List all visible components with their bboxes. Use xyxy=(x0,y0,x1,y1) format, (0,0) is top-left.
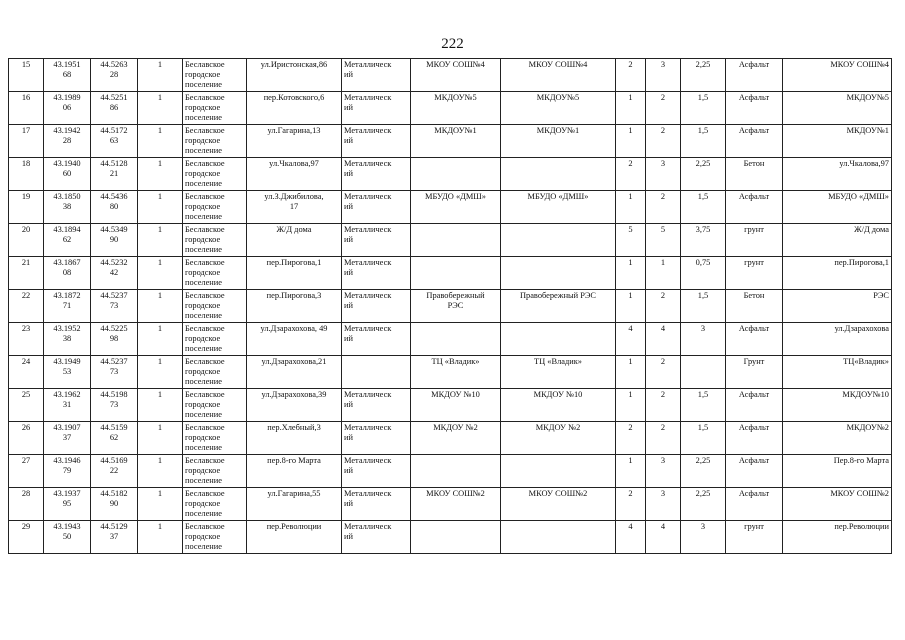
latitude-cell: 43.1872 71 xyxy=(44,290,91,323)
organization-cell: Правобережный РЭС xyxy=(501,290,616,323)
latitude-cell: 43.1949 53 xyxy=(44,356,91,389)
count-cell: 1 xyxy=(138,290,183,323)
address-cell: пер.Хлебный,3 xyxy=(247,422,342,455)
material-cell: Металлическ ий xyxy=(342,92,411,125)
owner-cell xyxy=(411,224,501,257)
longitude-cell: 44.5263 28 xyxy=(91,59,138,92)
longitude-cell: 44.5436 80 xyxy=(91,191,138,224)
settlement-cell: Беславское городское поселение xyxy=(183,92,247,125)
owner-cell: МКДОУ №2 xyxy=(411,422,501,455)
longitude-cell: 44.5169 22 xyxy=(91,455,138,488)
material-cell: Металлическ ий xyxy=(342,290,411,323)
location-cell: МКОУ СОШ№2 xyxy=(783,488,892,521)
organization-cell: МКДОУ№5 xyxy=(501,92,616,125)
quantity-a-cell: 1 xyxy=(616,389,646,422)
quantity-b-cell: 2 xyxy=(646,422,681,455)
quantity-b-cell: 4 xyxy=(646,323,681,356)
location-cell: Пер.8-го Марта xyxy=(783,455,892,488)
latitude-cell: 43.1946 79 xyxy=(44,455,91,488)
area-cell: 1,5 xyxy=(681,290,726,323)
address-cell: ул.Чкалова,97 xyxy=(247,158,342,191)
surface-cell: грунт xyxy=(726,521,783,554)
data-table xyxy=(8,58,892,554)
organization-cell: МКОУ СОШ№4 xyxy=(501,59,616,92)
count-cell: 1 xyxy=(138,488,183,521)
longitude-cell: 44.5237 73 xyxy=(91,290,138,323)
latitude-cell: 43.1943 50 xyxy=(44,521,91,554)
owner-cell xyxy=(411,257,501,290)
address-cell: ул.Дзарахохова,39 xyxy=(247,389,342,422)
row-number: 22 xyxy=(9,290,44,323)
quantity-b-cell: 5 xyxy=(646,224,681,257)
quantity-b-cell: 2 xyxy=(646,92,681,125)
material-cell: Металлическ ий xyxy=(342,389,411,422)
owner-cell: ТЦ «Владик» xyxy=(411,356,501,389)
owner-cell: Правобережный РЭС xyxy=(411,290,501,323)
settlement-cell: Беславское городское поселение xyxy=(183,422,247,455)
location-cell: МКДОУ№2 xyxy=(783,422,892,455)
settlement-cell: Беславское городское поселение xyxy=(183,125,247,158)
area-cell: 2,25 xyxy=(681,59,726,92)
count-cell: 1 xyxy=(138,224,183,257)
row-number: 20 xyxy=(9,224,44,257)
settlement-cell: Беславское городское поселение xyxy=(183,521,247,554)
page-number: 222 xyxy=(441,36,464,52)
location-cell: ТЦ«Владик» xyxy=(783,356,892,389)
row-number: 26 xyxy=(9,422,44,455)
organization-cell xyxy=(501,323,616,356)
material-cell: Металлическ ий xyxy=(342,125,411,158)
longitude-cell: 44.5128 21 xyxy=(91,158,138,191)
area-cell: 2,25 xyxy=(681,158,726,191)
organization-cell xyxy=(501,257,616,290)
quantity-a-cell: 1 xyxy=(616,290,646,323)
organization-cell: МБУДО «ДМШ» xyxy=(501,191,616,224)
latitude-cell: 43.1962 31 xyxy=(44,389,91,422)
longitude-cell: 44.5349 90 xyxy=(91,224,138,257)
organization-cell: МКДОУ №10 xyxy=(501,389,616,422)
count-cell: 1 xyxy=(138,389,183,422)
address-cell: Ж/Д дома xyxy=(247,224,342,257)
owner-cell xyxy=(411,158,501,191)
latitude-cell: 43.1942 28 xyxy=(44,125,91,158)
organization-cell: МКДОУ№1 xyxy=(501,125,616,158)
area-cell: 3 xyxy=(681,521,726,554)
material-cell: Металлическ ий xyxy=(342,488,411,521)
quantity-b-cell: 4 xyxy=(646,521,681,554)
surface-cell: Асфальт xyxy=(726,389,783,422)
row-number: 28 xyxy=(9,488,44,521)
material-cell: Металлическ ий xyxy=(342,59,411,92)
area-cell: 2,25 xyxy=(681,455,726,488)
table-row xyxy=(9,125,892,158)
owner-cell: МКОУ СОШ№4 xyxy=(411,59,501,92)
surface-cell: Асфальт xyxy=(726,422,783,455)
table-row xyxy=(9,389,892,422)
latitude-cell: 43.1940 60 xyxy=(44,158,91,191)
location-cell: МБУДО «ДМШ» xyxy=(783,191,892,224)
count-cell: 1 xyxy=(138,257,183,290)
location-cell: ул.Дзарахохова xyxy=(783,323,892,356)
quantity-a-cell: 1 xyxy=(616,455,646,488)
count-cell: 1 xyxy=(138,323,183,356)
organization-cell xyxy=(501,224,616,257)
surface-cell: Асфальт xyxy=(726,125,783,158)
surface-cell: Асфальт xyxy=(726,59,783,92)
settlement-cell: Беславское городское поселение xyxy=(183,191,247,224)
organization-cell xyxy=(501,521,616,554)
longitude-cell: 44.5129 37 xyxy=(91,521,138,554)
owner-cell xyxy=(411,323,501,356)
quantity-a-cell: 1 xyxy=(616,191,646,224)
material-cell: Металлическ ий xyxy=(342,422,411,455)
material-cell: Металлическ ий xyxy=(342,191,411,224)
count-cell: 1 xyxy=(138,158,183,191)
surface-cell: Асфальт xyxy=(726,323,783,356)
owner-cell: МКДОУ№1 xyxy=(411,125,501,158)
count-cell: 1 xyxy=(138,521,183,554)
owner-cell xyxy=(411,455,501,488)
quantity-a-cell: 2 xyxy=(616,488,646,521)
area-cell: 2,25 xyxy=(681,488,726,521)
owner-cell: МКОУ СОШ№2 xyxy=(411,488,501,521)
address-cell: ул.Дзарахохова, 49 xyxy=(247,323,342,356)
location-cell: МКДОУ№5 xyxy=(783,92,892,125)
area-cell: 3,75 xyxy=(681,224,726,257)
longitude-cell: 44.5237 73 xyxy=(91,356,138,389)
latitude-cell: 43.1894 62 xyxy=(44,224,91,257)
quantity-b-cell: 2 xyxy=(646,191,681,224)
table-row xyxy=(9,521,892,554)
table-row xyxy=(9,323,892,356)
area-cell: 1,5 xyxy=(681,92,726,125)
settlement-cell: Беславское городское поселение xyxy=(183,257,247,290)
row-number: 23 xyxy=(9,323,44,356)
quantity-b-cell: 3 xyxy=(646,158,681,191)
owner-cell xyxy=(411,521,501,554)
surface-cell: Асфальт xyxy=(726,488,783,521)
row-number: 17 xyxy=(9,125,44,158)
surface-cell: грунт xyxy=(726,257,783,290)
organization-cell xyxy=(501,158,616,191)
owner-cell: МКДОУ№5 xyxy=(411,92,501,125)
address-cell: ул.Дзарахохова,21 xyxy=(247,356,342,389)
address-cell: ул.Гагарина,55 xyxy=(247,488,342,521)
area-cell: 3 xyxy=(681,323,726,356)
row-number: 25 xyxy=(9,389,44,422)
row-number: 27 xyxy=(9,455,44,488)
material-cell: Металлическ ий xyxy=(342,521,411,554)
quantity-b-cell: 3 xyxy=(646,455,681,488)
settlement-cell: Беславское городское поселение xyxy=(183,356,247,389)
count-cell: 1 xyxy=(138,356,183,389)
quantity-b-cell: 3 xyxy=(646,488,681,521)
quantity-a-cell: 2 xyxy=(616,422,646,455)
latitude-cell: 43.1952 38 xyxy=(44,323,91,356)
longitude-cell: 44.5198 73 xyxy=(91,389,138,422)
material-cell: Металлическ ий xyxy=(342,257,411,290)
location-cell: Ж/Д дома xyxy=(783,224,892,257)
row-number: 21 xyxy=(9,257,44,290)
row-number: 29 xyxy=(9,521,44,554)
row-number: 19 xyxy=(9,191,44,224)
table-row xyxy=(9,290,892,323)
address-cell: ул.Иристонская,86 xyxy=(247,59,342,92)
quantity-b-cell: 3 xyxy=(646,59,681,92)
surface-cell: Бетон xyxy=(726,290,783,323)
quantity-a-cell: 5 xyxy=(616,224,646,257)
latitude-cell: 43.1907 37 xyxy=(44,422,91,455)
longitude-cell: 44.5182 90 xyxy=(91,488,138,521)
surface-cell: Асфальт xyxy=(726,455,783,488)
quantity-a-cell: 4 xyxy=(616,521,646,554)
latitude-cell: 43.1951 68 xyxy=(44,59,91,92)
quantity-b-cell: 2 xyxy=(646,290,681,323)
location-cell: МКДОУ№1 xyxy=(783,125,892,158)
longitude-cell: 44.5232 42 xyxy=(91,257,138,290)
settlement-cell: Беславское городское поселение xyxy=(183,455,247,488)
settlement-cell: Беславское городское поселение xyxy=(183,59,247,92)
count-cell: 1 xyxy=(138,92,183,125)
location-cell: пер.Революции xyxy=(783,521,892,554)
address-cell: ул.З.Джибилова, 17 xyxy=(247,191,342,224)
quantity-a-cell: 2 xyxy=(616,158,646,191)
location-cell: ул.Чкалова,97 xyxy=(783,158,892,191)
address-cell: пер.Котовского,6 xyxy=(247,92,342,125)
area-cell: 0,75 xyxy=(681,257,726,290)
quantity-a-cell: 1 xyxy=(616,125,646,158)
latitude-cell: 43.1989 06 xyxy=(44,92,91,125)
location-cell: МКОУ СОШ№4 xyxy=(783,59,892,92)
location-cell: пер.Пирогова,1 xyxy=(783,257,892,290)
area-cell: 1,5 xyxy=(681,191,726,224)
address-cell: пер.Пирогова,3 xyxy=(247,290,342,323)
quantity-b-cell: 1 xyxy=(646,257,681,290)
latitude-cell: 43.1867 08 xyxy=(44,257,91,290)
location-cell: РЭС xyxy=(783,290,892,323)
area-cell: 1,5 xyxy=(681,125,726,158)
table-row xyxy=(9,257,892,290)
material-cell: Металлическ ий xyxy=(342,323,411,356)
address-cell: пер.Революции xyxy=(247,521,342,554)
count-cell: 1 xyxy=(138,125,183,158)
latitude-cell: 43.1937 95 xyxy=(44,488,91,521)
settlement-cell: Беславское городское поселение xyxy=(183,323,247,356)
latitude-cell: 43.1850 38 xyxy=(44,191,91,224)
table-row xyxy=(9,158,892,191)
location-cell: МКДОУ№10 xyxy=(783,389,892,422)
row-number: 18 xyxy=(9,158,44,191)
material-cell: Металлическ ий xyxy=(342,224,411,257)
table-row xyxy=(9,422,892,455)
count-cell: 1 xyxy=(138,422,183,455)
settlement-cell: Беславское городское поселение xyxy=(183,488,247,521)
settlement-cell: Беславское городское поселение xyxy=(183,158,247,191)
owner-cell: МКДОУ №10 xyxy=(411,389,501,422)
table-row xyxy=(9,356,892,389)
table-body xyxy=(9,59,892,554)
count-cell: 1 xyxy=(138,455,183,488)
longitude-cell: 44.5225 98 xyxy=(91,323,138,356)
longitude-cell: 44.5172 63 xyxy=(91,125,138,158)
area-cell: 1,5 xyxy=(681,422,726,455)
table-row xyxy=(9,59,892,92)
quantity-b-cell: 2 xyxy=(646,389,681,422)
quantity-b-cell: 2 xyxy=(646,356,681,389)
organization-cell: МКОУ СОШ№2 xyxy=(501,488,616,521)
surface-cell: Асфальт xyxy=(726,191,783,224)
table-row xyxy=(9,224,892,257)
table-row xyxy=(9,488,892,521)
material-cell: Металлическ ий xyxy=(342,158,411,191)
quantity-a-cell: 4 xyxy=(616,323,646,356)
longitude-cell: 44.5251 86 xyxy=(91,92,138,125)
surface-cell: грунт xyxy=(726,224,783,257)
address-cell: пер.8-го Марта xyxy=(247,455,342,488)
organization-cell: МКДОУ №2 xyxy=(501,422,616,455)
settlement-cell: Беславское городское поселение xyxy=(183,224,247,257)
owner-cell: МБУДО «ДМШ» xyxy=(411,191,501,224)
quantity-a-cell: 1 xyxy=(616,356,646,389)
area-cell xyxy=(681,356,726,389)
table-row xyxy=(9,191,892,224)
row-number: 24 xyxy=(9,356,44,389)
address-cell: пер.Пирогова,1 xyxy=(247,257,342,290)
organization-cell xyxy=(501,455,616,488)
quantity-a-cell: 2 xyxy=(616,59,646,92)
row-number: 16 xyxy=(9,92,44,125)
address-cell: ул.Гагарина,13 xyxy=(247,125,342,158)
table-row xyxy=(9,455,892,488)
longitude-cell: 44.5159 62 xyxy=(91,422,138,455)
organization-cell: ТЦ «Владик» xyxy=(501,356,616,389)
count-cell: 1 xyxy=(138,191,183,224)
surface-cell: Бетон xyxy=(726,158,783,191)
settlement-cell: Беславское городское поселение xyxy=(183,389,247,422)
settlement-cell: Беславское городское поселение xyxy=(183,290,247,323)
count-cell: 1 xyxy=(138,59,183,92)
material-cell: Металлическ ий xyxy=(342,455,411,488)
quantity-a-cell: 1 xyxy=(616,92,646,125)
material-cell xyxy=(342,356,411,389)
table-row xyxy=(9,92,892,125)
surface-cell: Асфальт xyxy=(726,92,783,125)
surface-cell: Грунт xyxy=(726,356,783,389)
quantity-b-cell: 2 xyxy=(646,125,681,158)
area-cell: 1,5 xyxy=(681,389,726,422)
row-number: 15 xyxy=(9,59,44,92)
quantity-a-cell: 1 xyxy=(616,257,646,290)
